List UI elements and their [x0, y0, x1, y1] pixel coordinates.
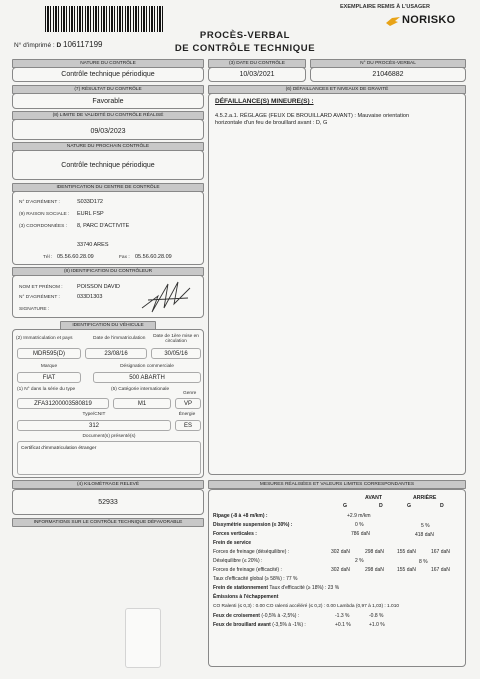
fax-value: 05.56.60.28.09: [135, 254, 172, 260]
date-immat-label: Date de l'immatriculation: [93, 336, 146, 341]
taux-global-value: 77 %: [286, 576, 298, 582]
emissions-label: Émissions à l'échappement: [213, 594, 279, 600]
raison-label: (9) RAISON SOCIALE :: [19, 212, 70, 217]
tel-label: Tél :: [43, 255, 53, 260]
documents-label: Document(s) présenté(s): [82, 434, 136, 439]
fax-label: Fax :: [119, 255, 130, 260]
tel-value: 05.56.60.28.09: [57, 254, 94, 260]
mesures-label: MESURES RÉALISÉES ET VALEURS LIMITES CORRESPONDANTES: [208, 480, 466, 489]
croisement: [213, 613, 299, 619]
taux-stat-label: Taux d'efficacité (≥ 18%) :: [269, 585, 327, 591]
nom-label: NOM ET PRÉNOM :: [19, 285, 63, 290]
imprime-value: 106117199: [63, 40, 103, 49]
ff-eff-av-d: 298 daN: [365, 567, 384, 573]
taux-stat-value: 23 %: [327, 585, 340, 591]
defects-panel: [208, 93, 466, 475]
ripage-value: +2.9 m/km: [347, 513, 371, 519]
date-label: (3) DATE DU CONTRÔLE: [208, 59, 306, 68]
ff-desequ-label: Forces de freinage (déséquilibre) :: [213, 549, 290, 555]
imprime-number: [14, 40, 102, 49]
km-value: 52933: [12, 489, 204, 515]
brand-logo: NORISKO: [402, 14, 456, 26]
type-label: Type/CNIT: [82, 412, 106, 417]
ff-desequ-ar-g: 155 daN: [397, 549, 416, 555]
desequ-ar: 8 %: [419, 559, 428, 565]
title-line2: DE CONTRÔLE TECHNIQUE: [174, 43, 316, 54]
categorie-value: M1: [113, 398, 171, 409]
arriere-header: ARRIÈRE: [413, 495, 437, 501]
imprime-label: N° d'imprimé :: [14, 42, 55, 49]
serie-value: ZFA31200003580819: [17, 398, 109, 409]
immat-label: (2) Immatriculation et pays: [16, 336, 73, 341]
designation-label: Désignation commerciale: [120, 364, 174, 369]
imprime-prefix: D: [56, 42, 62, 49]
dissym-ar: 5 %: [421, 523, 430, 529]
co-line: CO Ralenti (≤ 0,3) : 0.00 CO ralenti accéléré (≤ 0,2) : 0.00 Lambda (0,97 à 1,03) : 1.010: [213, 604, 400, 609]
type-value: 312: [17, 420, 171, 431]
stationnement: [213, 585, 339, 591]
date-immat-value: 23/08/16: [85, 348, 147, 359]
controleur-panel: [12, 275, 204, 318]
brouillard-label: Feux de brouillard avant: [213, 622, 271, 628]
brouillard: [213, 622, 306, 628]
avant-g-header: G: [343, 503, 348, 509]
croisement-label: Feux de croisement: [213, 613, 260, 619]
blank-area: [125, 608, 161, 668]
genre-label: Genre: [183, 391, 197, 396]
raison-value: EURL FSP: [77, 211, 104, 217]
ff-desequ-av-d: 298 daN: [365, 549, 384, 555]
km-label: (4) KILOMÉTRAGE RELEVÉ: [12, 480, 204, 489]
categorie-label: (5) Catégorie internationale: [111, 387, 170, 392]
designation-value: 500 ABARTH: [93, 372, 201, 383]
ff-desequ-av-g: 302 daN: [331, 549, 350, 555]
pv-label: N° DU PROCÈS-VERBAL: [310, 59, 466, 68]
ff-eff-label: Forces de freinage (efficacité) :: [213, 567, 282, 573]
croisement-g: -1.3 %: [335, 613, 350, 619]
energie-value: ES: [175, 420, 201, 431]
desequ-label: Déséquilibre (≤ 20%) :: [213, 558, 263, 564]
documents-value: Certificat d'immatriculation étranger: [21, 446, 97, 451]
stationnement-label: Frein de stationnement: [213, 585, 269, 591]
norisko-bird-logo-icon: [386, 14, 400, 24]
avant-header: AVANT: [365, 495, 383, 501]
croisement-range: (-0,5% à -2,5%) :: [261, 613, 300, 619]
brouillard-range: (-3,5% à -1%) :: [272, 622, 306, 628]
pv-value: 21046882: [310, 67, 466, 82]
brouillard-d: +1.0 %: [369, 622, 385, 628]
date-first-value: 30/05/16: [151, 348, 201, 359]
centre-agrement-value: S033D172: [77, 199, 103, 205]
brouillard-g: +0.1 %: [335, 622, 351, 628]
centre-label: IDENTIFICATION DU CENTRE DE CONTRÔLE: [12, 183, 204, 192]
dissym-av: 0 %: [355, 522, 364, 528]
coord-label: (3) COORDONNÉES :: [19, 224, 67, 229]
signature-label: SIGNATURE :: [19, 307, 50, 312]
croisement-d: -0.8 %: [369, 613, 384, 619]
arriere-d-header: D: [440, 503, 444, 509]
defects-label: (6) DÉFAILLANCES ET NIVEAUX DE GRAVITÉ: [208, 85, 466, 94]
forces-v-label: Forces verticales :: [213, 531, 257, 537]
result-label: (7) RÉSULTAT DU CONTRÔLE: [12, 85, 204, 94]
defect-line-2: horizontale d'un feu de brouillard avant : D, G: [215, 120, 328, 126]
serie-label: (1) N° dans la série du type: [17, 387, 76, 392]
avant-d-header: D: [379, 503, 383, 509]
ff-eff-ar-g: 155 daN: [397, 567, 416, 573]
copy-label: EXEMPLAIRE REMIS À L'USAGER: [340, 4, 430, 10]
immat-value: MDR595(D): [17, 348, 81, 359]
result-value: Favorable: [12, 93, 204, 109]
forces-v-av: 786 daN: [351, 531, 370, 537]
ripage-label: Ripage (-8 à +8 m/km) :: [213, 513, 268, 519]
date-value: 10/03/2021: [208, 67, 306, 82]
validity-label: (8) LIMITE DE VALIDITÉ DU CONTRÔLE RÉALISÉ: [12, 111, 204, 120]
nature-value: Contrôle technique périodique: [12, 67, 204, 82]
ff-desequ-ar-d: 167 daN: [431, 549, 450, 555]
mesures-panel: [208, 489, 466, 667]
forces-v-ar: 418 daN: [415, 532, 434, 538]
info-label: INFORMATIONS SUR LE CONTRÔLE TECHNIQUE DÉFAVORABLE: [12, 518, 204, 527]
centre-agrement-label: N° D'AGRÉMENT :: [19, 200, 60, 205]
desequ-av: 2 %: [355, 558, 364, 564]
vehicule-label: IDENTIFICATION DU VÉHICULE: [60, 321, 156, 330]
marque-label: Marque: [40, 364, 58, 369]
taux-global-label: Taux d'efficacité global (≥ 58%) :: [213, 576, 285, 582]
coord-value: 8, PARC D'ACTIVITE: [77, 223, 130, 229]
next-value: Contrôle technique périodique: [12, 150, 204, 180]
signature-image: [138, 278, 198, 316]
genre-value: VP: [175, 398, 201, 409]
vehicule-panel: [12, 329, 204, 478]
nom-value: POISSON DAVID: [77, 284, 120, 290]
controleur-label: (8) IDENTIFICATION DU CONTRÔLEUR: [12, 267, 204, 276]
frein-service-label: Frein de service: [213, 540, 252, 546]
taux-global: [213, 576, 298, 582]
next-label: NATURE DU PROCHAIN CONTRÔLE: [12, 142, 204, 151]
controleur-agrement-value: 033D1303: [77, 294, 103, 300]
dissym-label: Dissymétrie suspension (≤ 30%) :: [213, 522, 293, 528]
arriere-g-header: G: [407, 503, 412, 509]
controleur-agrement-label: N° D'AGRÉMENT :: [19, 295, 60, 300]
marque-value: FIAT: [17, 372, 81, 383]
barcode: [45, 6, 163, 32]
nature-label: NATURE DU CONTRÔLE: [12, 59, 204, 68]
defects-section: DÉFAILLANCE(S) MINEURE(S) :: [215, 98, 314, 105]
title-line1: PROCÈS-VERBAL: [199, 30, 291, 41]
centre-city: 33740 ARES: [77, 242, 109, 248]
ff-eff-ar-d: 167 daN: [431, 567, 450, 573]
documents-box: [17, 441, 201, 475]
energie-label: Énergie: [178, 412, 196, 417]
date-first-label: Date de 1ère mise en circulation: [153, 334, 199, 344]
validity-value: 09/03/2023: [12, 119, 204, 140]
defect-line-1: 4.5.2.a.1. RÉGLAGE (FEUX DE BROUILLARD AVANT) : Mauvaise orientation: [215, 113, 410, 119]
centre-panel: [12, 191, 204, 265]
ff-eff-av-g: 302 daN: [331, 567, 350, 573]
